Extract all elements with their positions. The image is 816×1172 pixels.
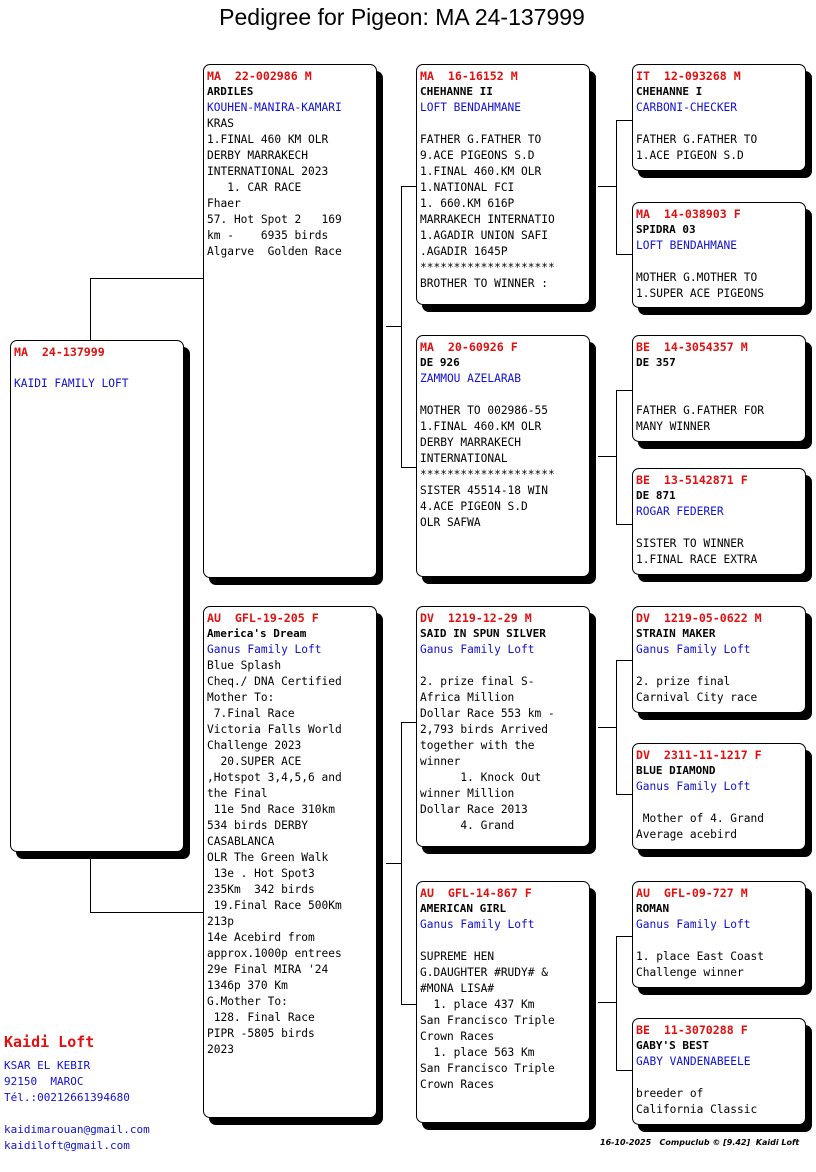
card-text-line: San Francisco Triple	[420, 1014, 555, 1027]
card-text-line	[636, 254, 802, 270]
pedigree-card-dam-dam[interactable]	[416, 881, 590, 1123]
connector-line	[616, 524, 632, 525]
card-text-line: 1.AGADIR UNION SAFI	[420, 229, 548, 242]
connector-line	[616, 936, 632, 937]
ring-number: MA 20-60926 F	[420, 340, 518, 354]
breeder-name: Ganus Family Loft	[636, 780, 751, 793]
pedigree-card-sds[interactable]	[632, 335, 806, 442]
pigeon-name: BLUE DIAMOND	[636, 764, 716, 777]
card-text-line: OLR SAFWA	[420, 516, 481, 529]
card-text-line	[636, 387, 802, 403]
card-text-line	[636, 658, 802, 674]
card-text-line: OLR The Green Walk	[207, 851, 329, 864]
breeder-name: CARBONI-CHECKER	[636, 101, 738, 114]
card-text-line: Crown Races	[420, 1078, 495, 1091]
breeder-name: Ganus Family Loft	[636, 918, 751, 931]
card-text-line: San Francisco Triple	[420, 1062, 555, 1075]
pedigree-card-sdd[interactable]	[632, 468, 806, 575]
card-text-line: winner Million	[420, 787, 515, 800]
pigeon-name: STRAIN MAKER	[636, 627, 716, 640]
footer-credit: 16-10-2025 Compuclub © [9.42] Kaidi Loft	[600, 1138, 800, 1147]
connector-line	[616, 390, 632, 391]
pigeon-name: DE 926	[420, 356, 460, 369]
connector-line	[616, 794, 632, 795]
card-text-line	[636, 116, 802, 132]
pigeon-name: ARDILES	[207, 85, 254, 98]
card-text-line: MANY WINNER	[636, 420, 711, 433]
breeder-name: KAIDI FAMILY LOFT	[14, 377, 129, 390]
card-text-line: 57. Hot Spot 2 169	[207, 213, 342, 226]
card-text-line	[636, 520, 802, 536]
card-text-line: 1.ACE PIGEON S.D	[636, 149, 744, 162]
ring-number: MA 22-002986 M	[207, 69, 312, 83]
card-text-line: 2023	[207, 1043, 234, 1056]
pedigree-card-sire[interactable]	[203, 64, 377, 578]
connector-line	[616, 660, 617, 794]
card-text-line: 1.FINAL 460.KM OLR	[420, 420, 542, 433]
pigeon-name: America's Dream	[207, 627, 307, 640]
card-text-line: 13e . Hot Spot3	[207, 867, 315, 880]
card-text-line: PIPR -5805 birds	[207, 1027, 315, 1040]
card-text-line: Carnival City race	[636, 691, 758, 704]
card-text-line: 29e Final MIRA '24	[207, 963, 329, 976]
card-text-line: 2. prize final S-	[420, 675, 535, 688]
breeder-name: ZAMMOU AZELARAB	[420, 372, 522, 385]
card-text-line: 1.NATIONAL FCI	[420, 181, 515, 194]
pedigree-card-dsd[interactable]	[632, 743, 806, 850]
pigeon-name	[14, 360, 180, 376]
connector-line	[401, 186, 417, 187]
connector-line	[401, 722, 417, 723]
card-text-line: 20.SUPER ACE	[207, 755, 302, 768]
connector-line	[90, 278, 91, 340]
card-text-line: 7.Final Race	[207, 707, 295, 720]
card-text-line: 1.FINAL RACE EXTRA	[636, 553, 758, 566]
connector-line	[616, 390, 617, 524]
ring-number: MA 16-16152 M	[420, 69, 518, 83]
card-text-line: 128. Final Race	[207, 1011, 315, 1024]
connector-line	[616, 1070, 632, 1071]
card-text-line: SUPREME HEN	[420, 950, 495, 963]
pedigree-card-sire-dam[interactable]	[416, 335, 590, 577]
breeder-name: Ganus Family Loft	[420, 918, 535, 931]
card-text-line	[420, 116, 586, 132]
card-text-line: Africa Million	[420, 691, 515, 704]
card-text-line: 1.SUPER ACE PIGEONS	[636, 287, 764, 300]
pigeon-name: GABY'S BEST	[636, 1039, 709, 1052]
card-text-line: 1. Knock Out	[420, 771, 542, 784]
card-text-line: 4. Grand	[420, 819, 515, 832]
pedigree-card-sss[interactable]	[632, 64, 806, 171]
card-text-line	[420, 933, 586, 949]
pigeon-name: CHEHANNE I	[636, 85, 703, 98]
card-text-line: Victoria Falls World	[207, 723, 342, 736]
ring-number: DV 2311-11-1217 F	[636, 748, 762, 762]
card-text-line: breeder of	[636, 1087, 704, 1100]
connector-line	[401, 467, 417, 468]
connector-line	[616, 936, 617, 1070]
connector-line	[616, 660, 632, 661]
card-text-line: DERBY MARRAKECH	[207, 149, 309, 162]
card-text-line: SISTER 45514-18 WIN	[420, 484, 548, 497]
card-text-line: SISTER TO WINNER	[636, 537, 744, 550]
card-text-line	[636, 1070, 802, 1086]
card-text-line: G.DAUGHTER #RUDY# &	[420, 966, 548, 979]
card-text-line: MOTHER TO 002986-55	[420, 404, 548, 417]
card-text-line: Blue Splash	[207, 659, 282, 672]
card-text-line: 11e 5nd Race 310km	[207, 803, 335, 816]
loft-email-link[interactable]: kaidimarouan@gmail.com	[4, 1123, 150, 1136]
connector-line	[598, 456, 616, 457]
pigeon-name: SPIDRA 03	[636, 223, 696, 236]
ring-number: DV 1219-12-29 M	[420, 611, 532, 625]
connector-line	[90, 912, 204, 913]
pedigree-card-sire-sire[interactable]	[416, 64, 590, 305]
card-text-line: ********************	[420, 468, 555, 481]
card-text-line: G.Mother To:	[207, 995, 288, 1008]
card-text-line: Challenge 2023	[207, 739, 302, 752]
connector-line	[598, 727, 616, 728]
card-text-line: 9.ACE PIGEONS S.D	[420, 149, 535, 162]
card-text-line: Mother To:	[207, 691, 275, 704]
card-text-line: INTERNATIONAL	[420, 452, 508, 465]
ring-number: AU GFL-09-727 M	[636, 886, 748, 900]
card-text-line	[636, 933, 802, 949]
card-text-line: 1. place East Coast	[636, 950, 764, 963]
card-text-line: California Classic	[636, 1103, 758, 1116]
card-text-line: Cheq./ DNA Certified	[207, 675, 342, 688]
pedigree-card-dss[interactable]	[632, 606, 806, 713]
loft-phone: Tél.:00212661394680	[4, 1091, 130, 1104]
card-text-line: Dollar Race 553 km -	[420, 707, 555, 720]
card-text-line: .AGADIR 1645P	[420, 245, 508, 258]
pedigree-card-ssd[interactable]	[632, 202, 806, 308]
card-text-line: Fhaer	[207, 197, 241, 210]
card-text-line: km - 6935 birds	[207, 229, 329, 242]
card-text-line: 213p	[207, 915, 234, 928]
pigeon-name: CHEHANNE II	[420, 85, 493, 98]
pigeon-name: DE 871	[636, 489, 676, 502]
card-text-line: FATHER G.FATHER TO	[420, 133, 542, 146]
breeder-name: LOFT BENDAHMANE	[420, 101, 522, 114]
connector-line	[598, 1002, 616, 1003]
breeder-name: GABY VANDENABEELE	[636, 1055, 751, 1068]
ring-number: AU GFL-14-867 F	[420, 886, 532, 900]
ring-number: BE 11-3070288 F	[636, 1023, 748, 1037]
card-text-line: Challenge winner	[636, 966, 744, 979]
loft-email-link[interactable]: kaidiloft@gmail.com	[4, 1139, 130, 1152]
pigeon-name: DE 357	[636, 356, 676, 369]
card-text-line: Dollar Race 2013	[420, 803, 528, 816]
card-text-line: INTERNATIONAL 2023	[207, 165, 329, 178]
card-text-line: 1. 660.KM 616P	[420, 197, 515, 210]
card-text-line: Algarve Golden Race	[207, 245, 342, 258]
connector-line	[598, 186, 616, 187]
breeder-name	[636, 371, 802, 387]
breeder-name: KOUHEN-MANIRA-KAMARI	[207, 101, 342, 114]
connector-line	[90, 858, 91, 912]
card-text-line: 4.ACE PIGEON S.D	[420, 500, 528, 513]
loft-address-line: KSAR EL KEBIR	[4, 1059, 91, 1072]
card-text-line: CASABLANCA	[207, 835, 275, 848]
card-text-line: Mother of 4. Grand	[636, 812, 764, 825]
card-text-line: ********************	[420, 261, 555, 274]
connector-line	[386, 863, 401, 864]
card-text-line: 1346p 370 Km	[207, 979, 288, 992]
pedigree-card-dam[interactable]	[203, 606, 377, 1118]
card-text-line: MOTHER G.MOTHER TO	[636, 271, 758, 284]
card-text-line	[420, 658, 586, 674]
connector-line	[401, 722, 402, 1004]
card-text-line: 2. prize final	[636, 675, 731, 688]
ring-number: MA 14-038903 F	[636, 207, 741, 221]
card-text-line: 14e Acebird from	[207, 931, 315, 944]
card-text-line: BROTHER TO WINNER :	[420, 277, 548, 290]
ring-number: AU GFL-19-205 F	[207, 611, 319, 625]
card-text-line: Average acebird	[636, 828, 738, 841]
card-text-line: approx.1000p entrees	[207, 947, 342, 960]
connector-line	[401, 186, 402, 467]
breeder-name: Ganus Family Loft	[207, 643, 322, 656]
card-text-line: 1.FINAL 460.KM OLR	[420, 165, 542, 178]
card-text-line: ,Hotspot 3,4,5,6 and	[207, 771, 342, 784]
card-text-line: 2,793 birds Arrived	[420, 723, 548, 736]
ring-number: BE 14-3054357 M	[636, 340, 748, 354]
card-text-line: winner	[420, 755, 461, 768]
card-text-line: together with the	[420, 739, 535, 752]
loft-postcode-line: 92150 MAROC	[4, 1075, 84, 1088]
card-text-line: Crown Races	[420, 1030, 495, 1043]
pedigree-card-dam-sire[interactable]	[416, 606, 590, 847]
ring-number: IT 12-093268 M	[636, 69, 741, 83]
ring-number: MA 24-137999	[14, 345, 105, 359]
ring-number: DV 1219-05-0622 M	[636, 611, 762, 625]
pedigree-card-ddd[interactable]	[632, 1018, 806, 1125]
card-text-line: 1.FINAL 460 KM OLR	[207, 133, 329, 146]
card-text-line: #MONA LISA#	[420, 982, 495, 995]
breeder-name: LOFT BENDAHMANE	[636, 239, 738, 252]
connector-line	[616, 120, 632, 121]
breeder-name: ROGAR FEDERER	[636, 505, 724, 518]
pigeon-name: ROMAN	[636, 902, 670, 915]
ring-number: BE 13-5142871 F	[636, 473, 748, 487]
card-text-line: 1. place 437 Km	[420, 998, 535, 1011]
card-text-line: MARRAKECH INTERNATIO	[420, 213, 555, 226]
pedigree-card-subject[interactable]	[10, 340, 184, 852]
connector-line	[90, 278, 204, 279]
card-text-line: FATHER G.FATHER TO	[636, 133, 758, 146]
pigeon-name: AMERICAN GIRL	[420, 902, 507, 915]
card-text-line: 1. CAR RACE	[207, 181, 302, 194]
card-text-line: FATHER G.FATHER FOR	[636, 404, 764, 417]
connector-line	[616, 254, 632, 255]
card-text-line: 19.Final Race 500Km	[207, 899, 342, 912]
card-text-line	[420, 387, 586, 403]
pigeon-name: SAID IN SPUN SILVER	[420, 627, 546, 640]
pedigree-card-dds[interactable]	[632, 881, 806, 988]
page-title: Pedigree for Pigeon: MA 24-137999	[219, 4, 585, 30]
card-text-line	[636, 795, 802, 811]
card-text-line: KRAS	[207, 117, 234, 130]
card-text-line: 235Km 342 birds	[207, 883, 315, 896]
card-text-line: the Final	[207, 787, 268, 800]
card-text-line: 534 birds DERBY	[207, 819, 309, 832]
breeder-name: Ganus Family Loft	[420, 643, 535, 656]
card-text-line: 1. place 563 Km	[420, 1046, 535, 1059]
connector-line	[401, 1004, 417, 1005]
card-text-line: DERBY MARRAKECH	[420, 436, 522, 449]
loft-name: Kaidi Loft	[4, 1033, 95, 1051]
connector-line	[386, 326, 401, 327]
breeder-name: Ganus Family Loft	[636, 643, 751, 656]
connector-line	[616, 120, 617, 254]
